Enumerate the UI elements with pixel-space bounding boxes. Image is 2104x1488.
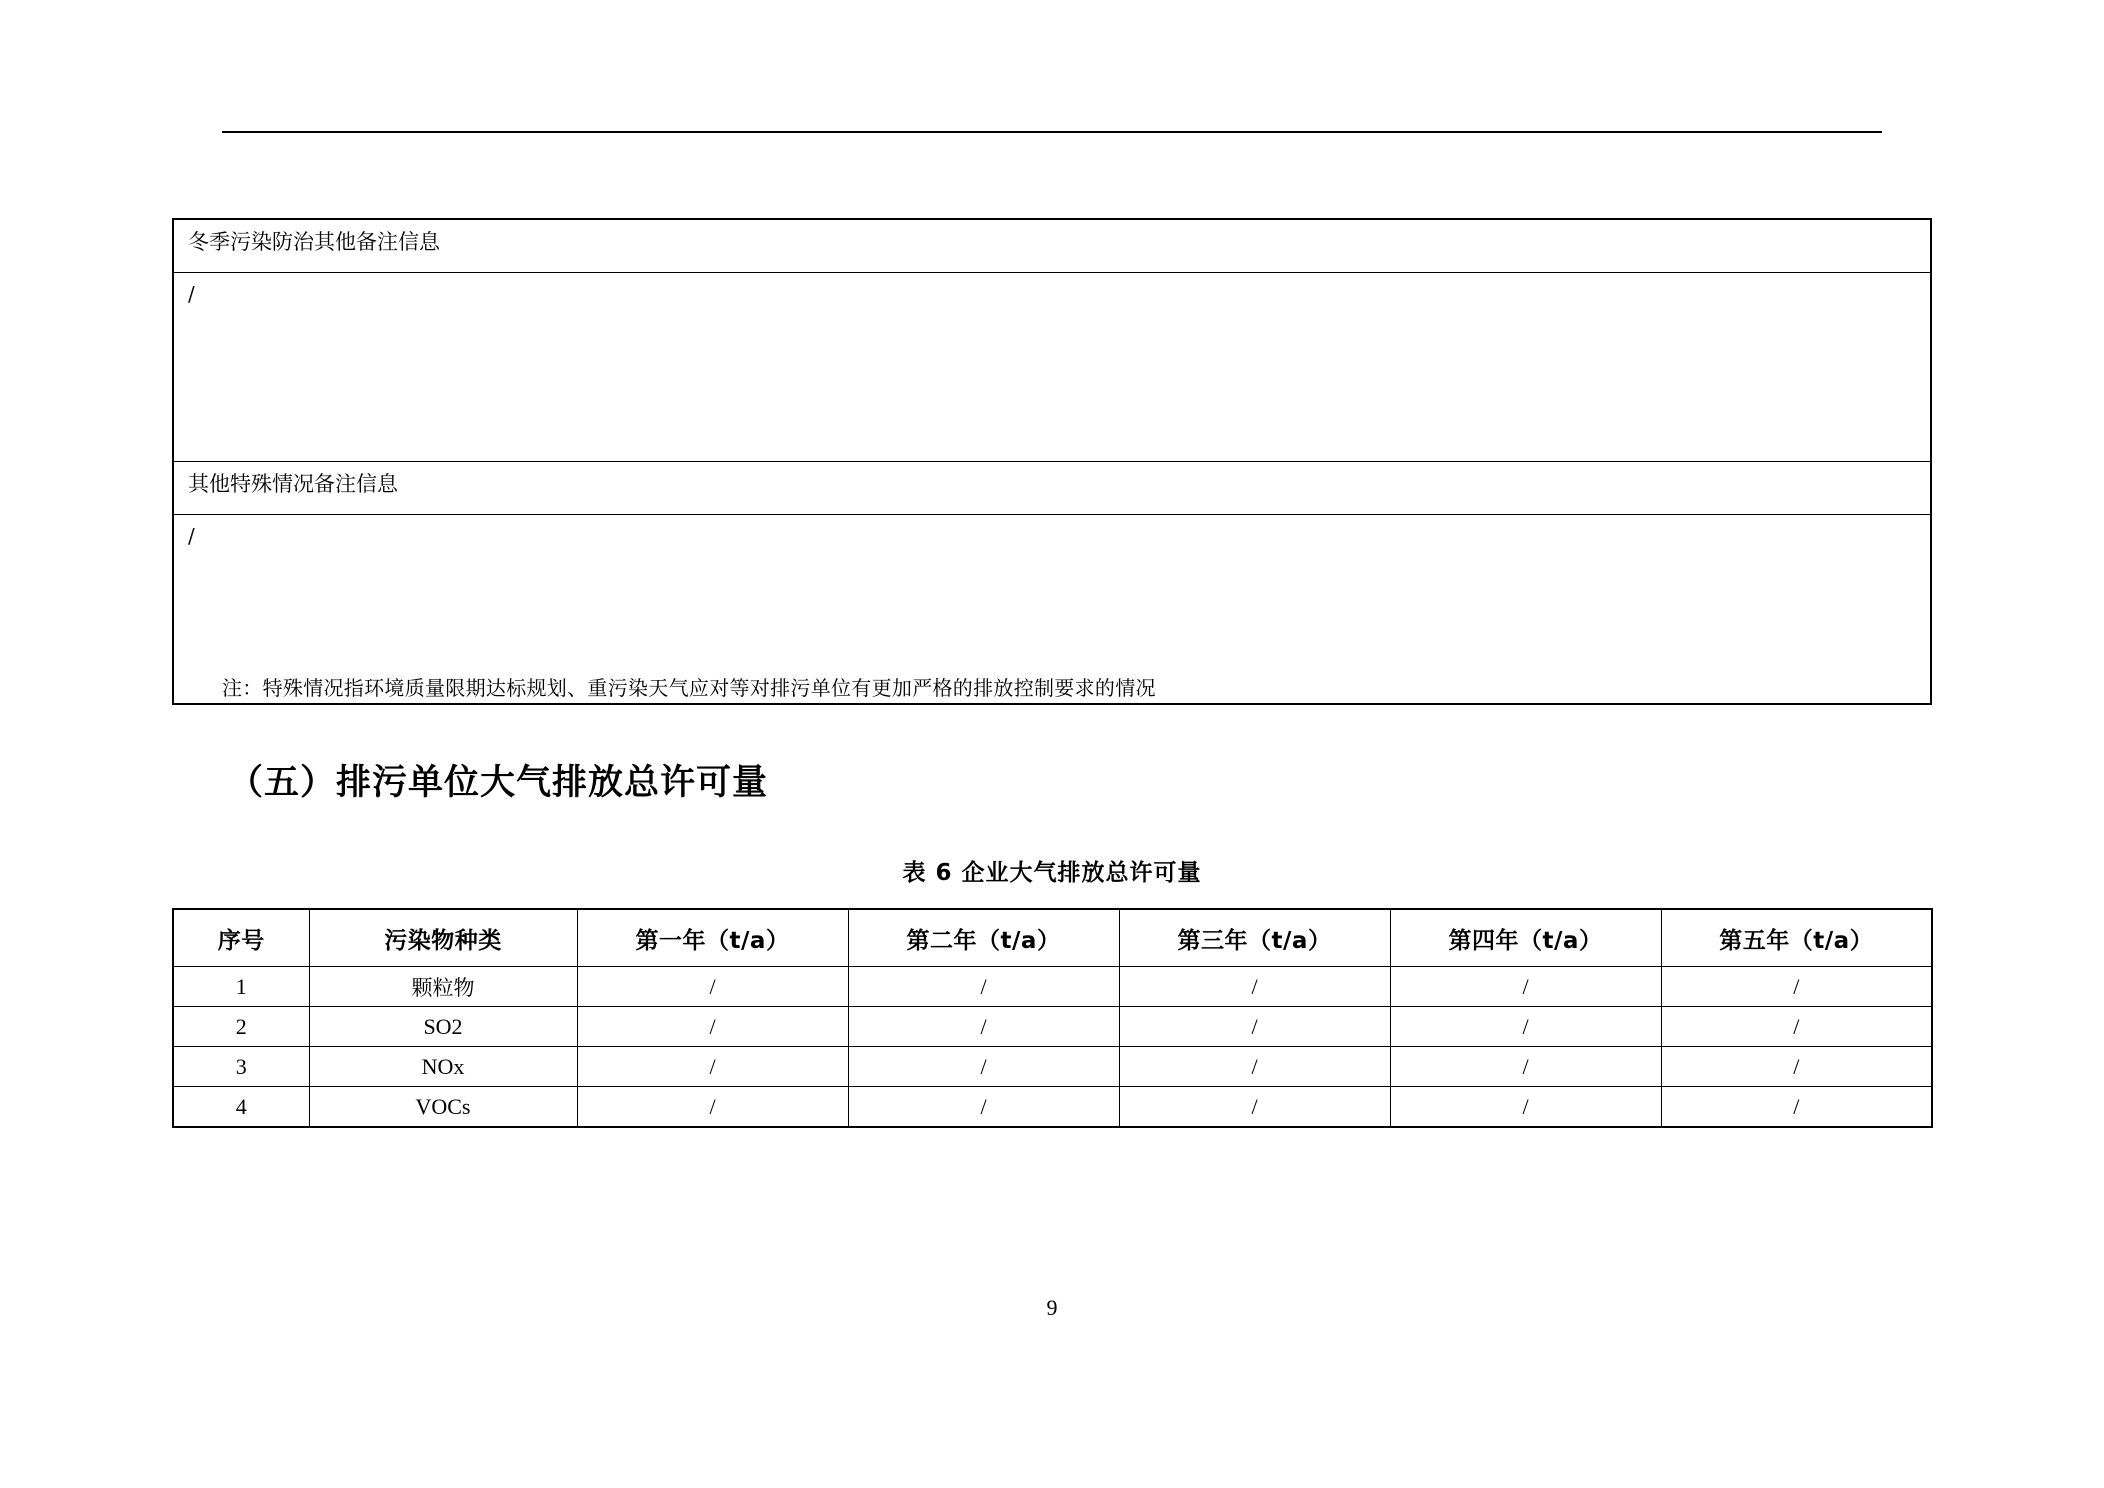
table-row <box>173 967 1932 1007</box>
table6-caption: 表 6 企业大气排放总许可量 <box>902 860 1202 886</box>
cell-year4: / <box>1390 1087 1661 1128</box>
cell-index: 4 <box>173 1087 309 1128</box>
cell-year2: / <box>848 1087 1119 1128</box>
cell-year3: / <box>1119 1087 1390 1128</box>
cell-year3: / <box>1119 1047 1390 1087</box>
cell-year4: / <box>1390 967 1661 1007</box>
cell-year1: / <box>577 1087 848 1128</box>
cell-year2: / <box>848 967 1119 1007</box>
special-remarks-label: 其他特殊情况备注信息 <box>173 462 1931 515</box>
table-row <box>173 1007 1932 1047</box>
cell-year1: / <box>577 967 848 1007</box>
cell-index: 1 <box>173 967 309 1007</box>
cell-pollutant: VOCs <box>309 1087 577 1128</box>
table-row <box>173 462 1931 515</box>
cell-year3: / <box>1119 1007 1390 1047</box>
cell-year1: / <box>577 1007 848 1047</box>
table-note: 注：特殊情况指环境质量限期达标规划、重污染天气应对等对排污单位有更加严格的排放控制要求的情况 <box>222 676 1156 700</box>
column-header-year5: 第五年（t/a） <box>1661 909 1932 967</box>
table-row <box>173 219 1931 273</box>
section-heading: （五）排污单位大气排放总许可量 <box>228 763 769 803</box>
cell-year2: / <box>848 1047 1119 1087</box>
winter-remarks-value: / <box>173 273 1931 462</box>
header-divider <box>222 131 1882 133</box>
cell-index: 2 <box>173 1007 309 1047</box>
cell-year5: / <box>1661 1007 1932 1047</box>
cell-year5: / <box>1661 967 1932 1007</box>
special-remarks-value: / <box>173 515 1931 705</box>
column-header-year4: 第四年（t/a） <box>1390 909 1661 967</box>
cell-index: 3 <box>173 1047 309 1087</box>
column-header-year1: 第一年（t/a） <box>577 909 848 967</box>
cell-pollutant: NOx <box>309 1047 577 1087</box>
table-row <box>173 1087 1932 1128</box>
remarks-table <box>172 218 1932 705</box>
cell-year5: / <box>1661 1047 1932 1087</box>
cell-year3: / <box>1119 967 1390 1007</box>
cell-year5: / <box>1661 1087 1932 1128</box>
column-header-year2: 第二年（t/a） <box>848 909 1119 967</box>
cell-pollutant: 颗粒物 <box>309 967 577 1007</box>
winter-remarks-label: 冬季污染防治其他备注信息 <box>173 219 1931 273</box>
cell-year4: / <box>1390 1007 1661 1047</box>
cell-year1: / <box>577 1047 848 1087</box>
page-number: 9 <box>1046 1295 1058 1320</box>
table-header-row <box>173 909 1932 967</box>
table-row <box>173 273 1931 462</box>
column-header-pollutant: 污染物种类 <box>309 909 577 967</box>
column-header-index: 序号 <box>173 909 309 967</box>
column-header-year3: 第三年（t/a） <box>1119 909 1390 967</box>
table6-emission-allowance <box>172 908 1933 1128</box>
cell-pollutant: SO2 <box>309 1007 577 1047</box>
cell-year4: / <box>1390 1047 1661 1087</box>
cell-year2: / <box>848 1007 1119 1047</box>
table-row <box>173 1047 1932 1087</box>
